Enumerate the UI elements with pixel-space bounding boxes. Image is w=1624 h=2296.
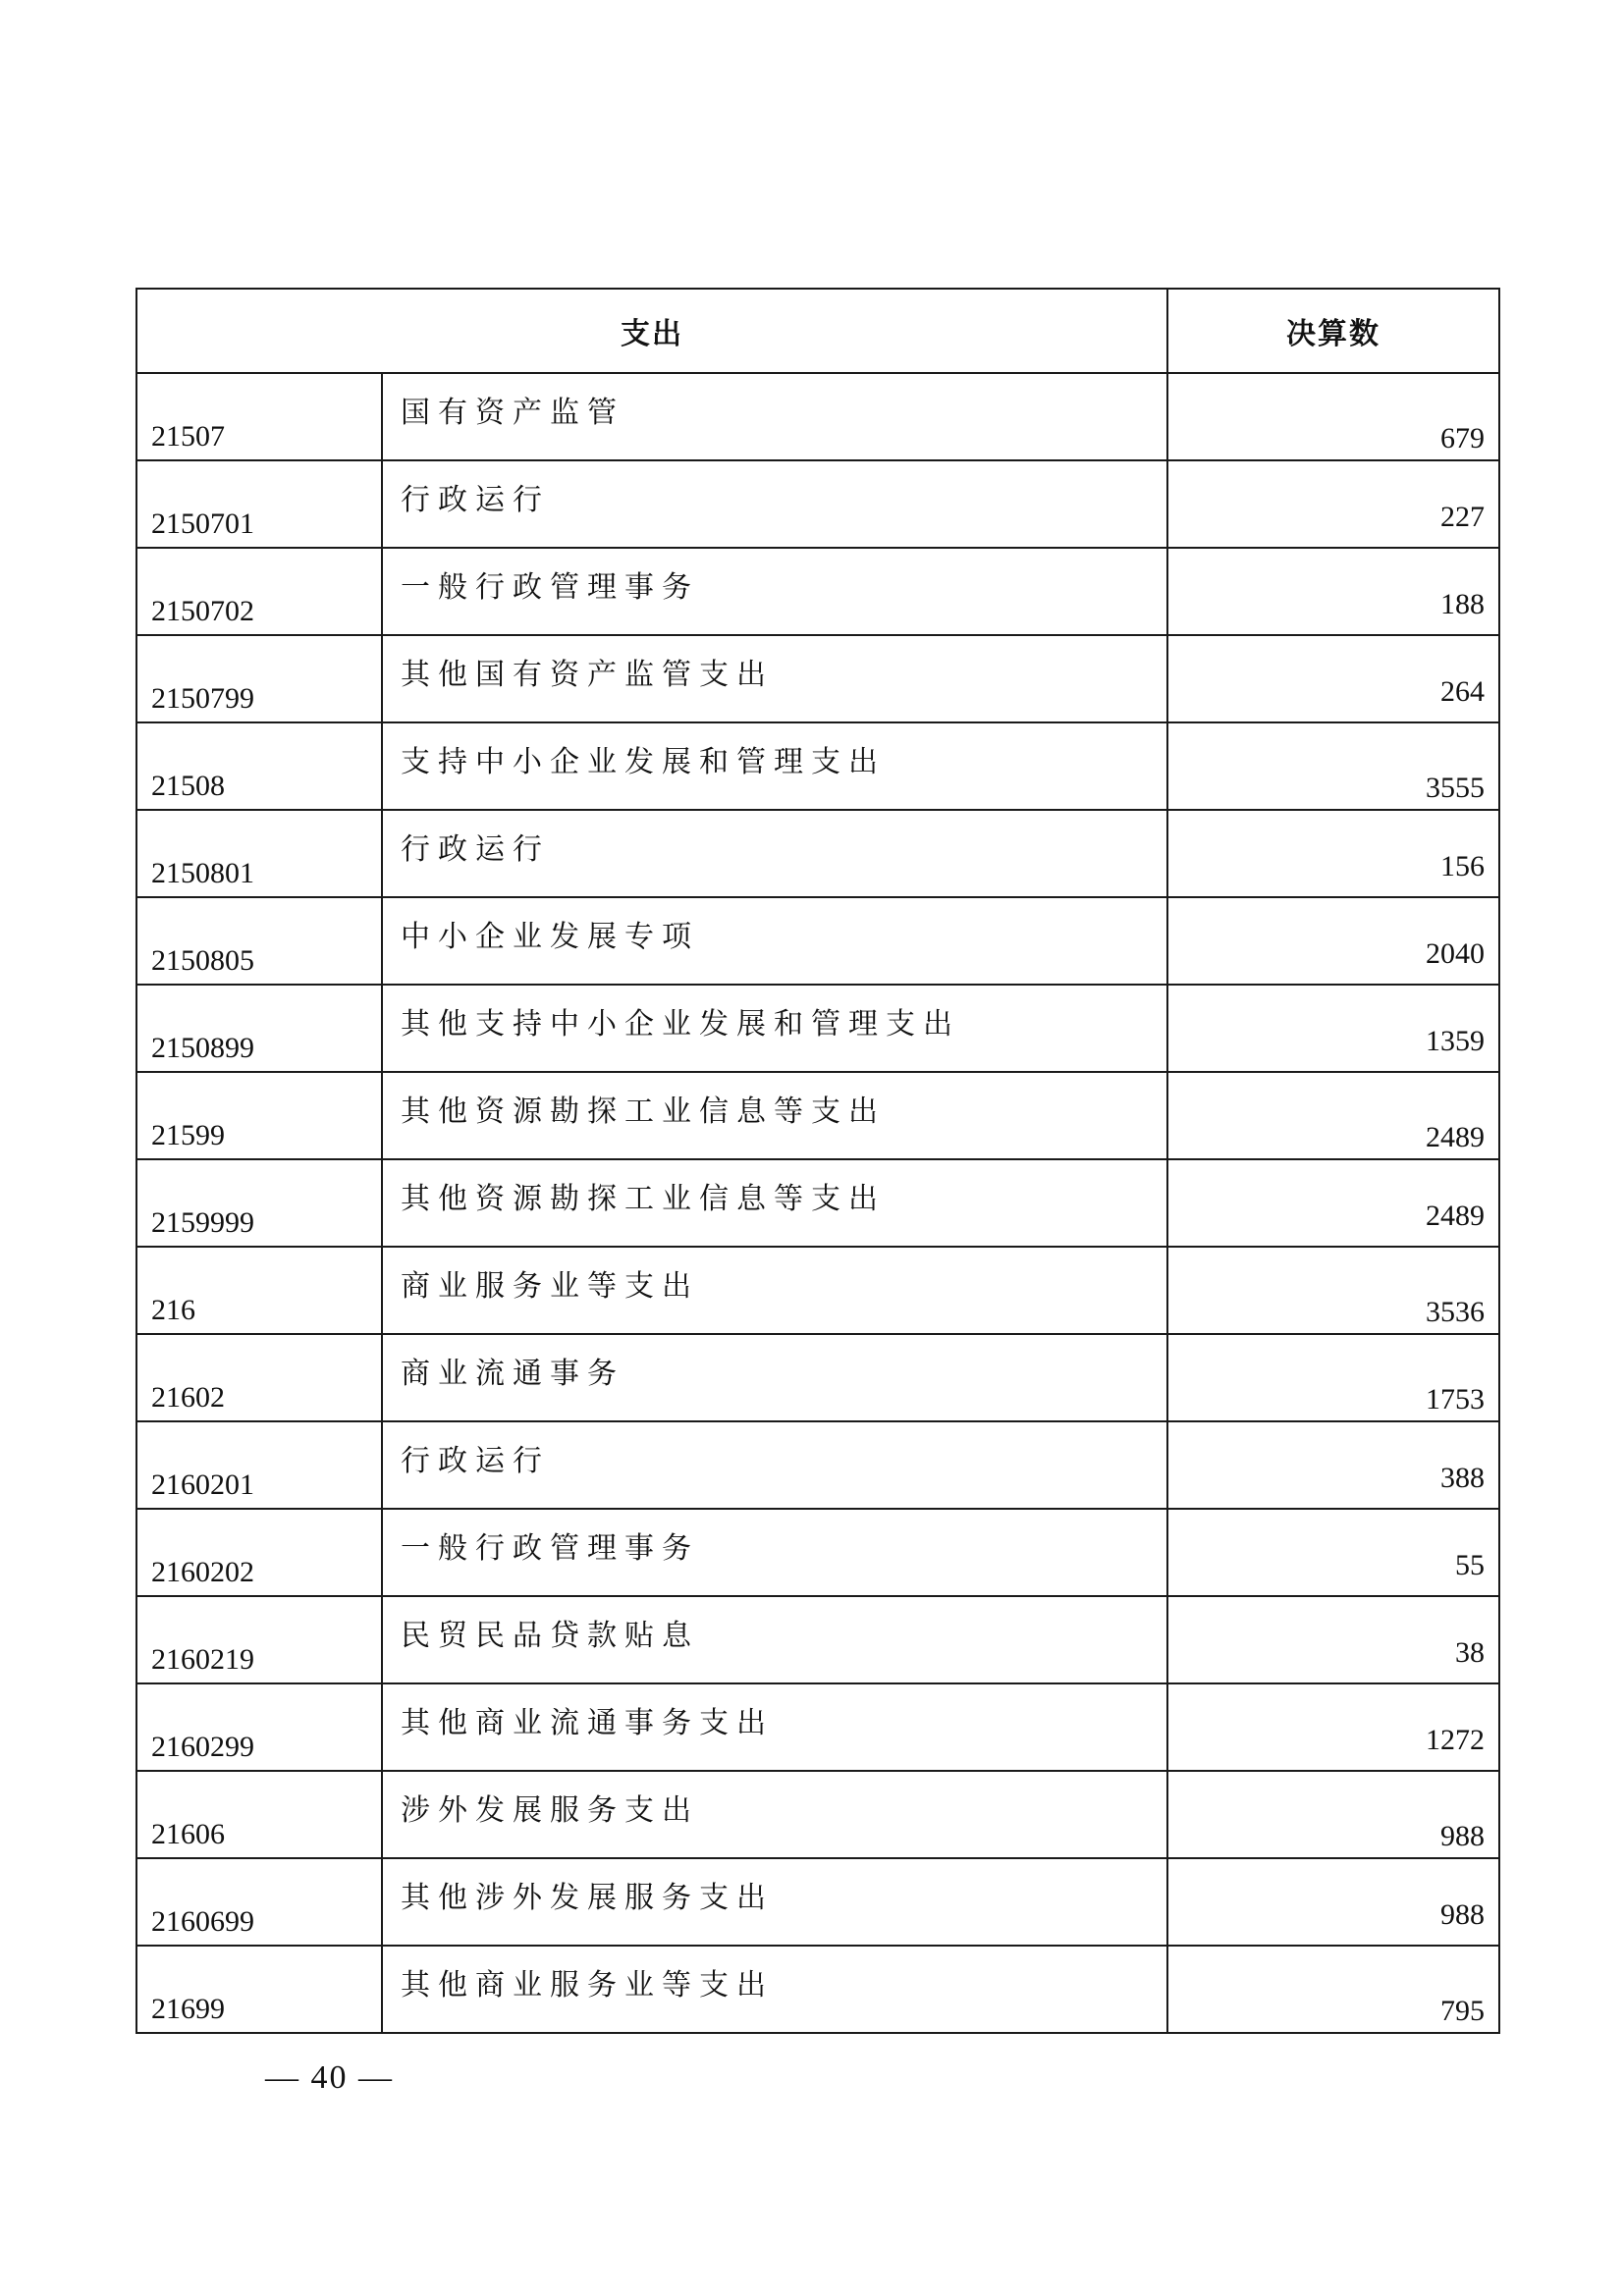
amount-cell bbox=[1167, 985, 1499, 1072]
name-cell bbox=[382, 1247, 1167, 1334]
code-cell bbox=[136, 1509, 382, 1596]
budget-table-container bbox=[135, 288, 1498, 2034]
subject-name: 其他资源勘探工业信息等支出 bbox=[401, 1095, 886, 1129]
final-amount-value: 1272 bbox=[1426, 1724, 1485, 1756]
name-cell bbox=[382, 985, 1167, 1072]
subject-code: 21606 bbox=[151, 1818, 225, 1850]
table-row bbox=[136, 897, 1499, 985]
budget-table bbox=[135, 288, 1500, 2034]
subject-name: 行政运行 bbox=[401, 832, 550, 867]
final-amount-value: 1359 bbox=[1426, 1025, 1485, 1057]
table-row bbox=[136, 1771, 1499, 1858]
subject-code: 21508 bbox=[151, 770, 225, 802]
table-row bbox=[136, 1509, 1499, 1596]
name-cell bbox=[382, 635, 1167, 722]
amount-cell bbox=[1167, 1858, 1499, 1946]
amount-cell bbox=[1167, 1771, 1499, 1858]
table-row bbox=[136, 1247, 1499, 1334]
amount-cell bbox=[1167, 810, 1499, 897]
amount-cell bbox=[1167, 373, 1499, 460]
amount-cell bbox=[1167, 548, 1499, 635]
subject-code: 2160699 bbox=[151, 1905, 254, 1938]
amount-cell bbox=[1167, 1247, 1499, 1334]
table-row bbox=[136, 1421, 1499, 1509]
final-amount-value: 795 bbox=[1440, 1995, 1485, 2027]
code-cell bbox=[136, 1683, 382, 1771]
final-amount-value: 156 bbox=[1440, 850, 1485, 882]
code-cell bbox=[136, 897, 382, 985]
amount-cell bbox=[1167, 635, 1499, 722]
final-amount-value: 264 bbox=[1440, 675, 1485, 708]
code-cell bbox=[136, 1159, 382, 1247]
table-row bbox=[136, 985, 1499, 1072]
table-row bbox=[136, 1858, 1499, 1946]
subject-name: 一般行政管理事务 bbox=[401, 1531, 699, 1566]
subject-code: 2160202 bbox=[151, 1556, 254, 1588]
name-cell bbox=[382, 722, 1167, 810]
amount-cell bbox=[1167, 1334, 1499, 1421]
name-cell bbox=[382, 1159, 1167, 1247]
page-number: — 40 — bbox=[265, 2059, 394, 2096]
subject-name: 支持中小企业发展和管理支出 bbox=[401, 745, 886, 779]
header-final-amount: 决算数 bbox=[1167, 289, 1499, 373]
table-row bbox=[136, 460, 1499, 548]
table-row bbox=[136, 1072, 1499, 1159]
code-cell bbox=[136, 1072, 382, 1159]
code-cell bbox=[136, 1596, 382, 1683]
subject-name: 其他国有资产监管支出 bbox=[401, 658, 774, 692]
code-cell bbox=[136, 985, 382, 1072]
subject-name: 民贸民品贷款贴息 bbox=[401, 1619, 699, 1653]
table-header-row bbox=[136, 289, 1499, 373]
name-cell bbox=[382, 1858, 1167, 1946]
final-amount-value: 55 bbox=[1455, 1549, 1485, 1581]
subject-name: 涉外发展服务支出 bbox=[401, 1793, 699, 1828]
subject-code: 21507 bbox=[151, 420, 225, 453]
final-amount-value: 679 bbox=[1440, 422, 1485, 454]
subject-name: 国有资产监管 bbox=[401, 396, 624, 430]
subject-name: 行政运行 bbox=[401, 1444, 550, 1478]
table-row bbox=[136, 1334, 1499, 1421]
subject-code: 2159999 bbox=[151, 1206, 254, 1239]
subject-name: 其他支持中小企业发展和管理支出 bbox=[401, 1007, 960, 1041]
table-row bbox=[136, 373, 1499, 460]
table-row bbox=[136, 548, 1499, 635]
name-cell bbox=[382, 810, 1167, 897]
subject-name: 商业服务业等支出 bbox=[401, 1269, 699, 1304]
final-amount-value: 2489 bbox=[1426, 1121, 1485, 1153]
code-cell bbox=[136, 1247, 382, 1334]
name-cell bbox=[382, 1596, 1167, 1683]
table-row bbox=[136, 1683, 1499, 1771]
final-amount-value: 3536 bbox=[1426, 1296, 1485, 1328]
subject-name: 其他商业服务业等支出 bbox=[401, 1968, 774, 2002]
subject-code: 2160219 bbox=[151, 1643, 254, 1676]
subject-name: 行政运行 bbox=[401, 483, 550, 517]
name-cell bbox=[382, 1334, 1167, 1421]
table-row bbox=[136, 1596, 1499, 1683]
subject-code: 21602 bbox=[151, 1381, 225, 1414]
name-cell bbox=[382, 1683, 1167, 1771]
final-amount-value: 3555 bbox=[1426, 772, 1485, 804]
final-amount-value: 2040 bbox=[1426, 937, 1485, 970]
code-cell bbox=[136, 1334, 382, 1421]
subject-name: 其他商业流通事务支出 bbox=[401, 1706, 774, 1740]
subject-code: 2160299 bbox=[151, 1731, 254, 1763]
amount-cell bbox=[1167, 1946, 1499, 2033]
subject-code: 2150899 bbox=[151, 1032, 254, 1064]
name-cell bbox=[382, 373, 1167, 460]
final-amount-value: 2489 bbox=[1426, 1200, 1485, 1232]
table-row bbox=[136, 1946, 1499, 2033]
code-cell bbox=[136, 1858, 382, 1946]
code-cell bbox=[136, 548, 382, 635]
subject-code: 21699 bbox=[151, 1993, 225, 2025]
name-cell bbox=[382, 1509, 1167, 1596]
subject-code: 2150701 bbox=[151, 507, 254, 540]
subject-name: 商业流通事务 bbox=[401, 1357, 624, 1391]
amount-cell bbox=[1167, 1072, 1499, 1159]
header-expenditure: 支出 bbox=[136, 289, 1167, 373]
subject-name: 其他涉外发展服务支出 bbox=[401, 1881, 774, 1915]
final-amount-value: 388 bbox=[1440, 1462, 1485, 1494]
final-amount-value: 227 bbox=[1440, 501, 1485, 533]
final-amount-value: 988 bbox=[1440, 1820, 1485, 1852]
subject-code: 21599 bbox=[151, 1119, 225, 1151]
subject-code: 2150805 bbox=[151, 944, 254, 977]
table-body bbox=[136, 373, 1499, 2033]
amount-cell bbox=[1167, 1683, 1499, 1771]
name-cell bbox=[382, 460, 1167, 548]
code-cell bbox=[136, 1771, 382, 1858]
code-cell bbox=[136, 635, 382, 722]
amount-cell bbox=[1167, 897, 1499, 985]
code-cell bbox=[136, 373, 382, 460]
name-cell bbox=[382, 1072, 1167, 1159]
table-row bbox=[136, 810, 1499, 897]
amount-cell bbox=[1167, 1159, 1499, 1247]
name-cell bbox=[382, 1771, 1167, 1858]
final-amount-value: 1753 bbox=[1426, 1383, 1485, 1415]
table-row bbox=[136, 722, 1499, 810]
subject-code: 2150702 bbox=[151, 595, 254, 627]
code-cell bbox=[136, 810, 382, 897]
amount-cell bbox=[1167, 722, 1499, 810]
final-amount-value: 188 bbox=[1440, 588, 1485, 620]
name-cell bbox=[382, 1946, 1167, 2033]
subject-name: 一般行政管理事务 bbox=[401, 570, 699, 605]
code-cell bbox=[136, 1421, 382, 1509]
final-amount-value: 38 bbox=[1455, 1636, 1485, 1669]
subject-code: 2150801 bbox=[151, 857, 254, 889]
name-cell bbox=[382, 548, 1167, 635]
code-cell bbox=[136, 722, 382, 810]
amount-cell bbox=[1167, 1509, 1499, 1596]
amount-cell bbox=[1167, 1421, 1499, 1509]
subject-name: 其他资源勘探工业信息等支出 bbox=[401, 1182, 886, 1216]
code-cell bbox=[136, 1946, 382, 2033]
table-row bbox=[136, 635, 1499, 722]
subject-name: 中小企业发展专项 bbox=[401, 920, 699, 954]
code-cell bbox=[136, 460, 382, 548]
subject-code: 2150799 bbox=[151, 682, 254, 715]
name-cell bbox=[382, 1421, 1167, 1509]
subject-code: 2160201 bbox=[151, 1468, 254, 1501]
name-cell bbox=[382, 897, 1167, 985]
table-row bbox=[136, 1159, 1499, 1247]
amount-cell bbox=[1167, 1596, 1499, 1683]
subject-code: 216 bbox=[151, 1294, 195, 1326]
amount-cell bbox=[1167, 460, 1499, 548]
final-amount-value: 988 bbox=[1440, 1898, 1485, 1931]
